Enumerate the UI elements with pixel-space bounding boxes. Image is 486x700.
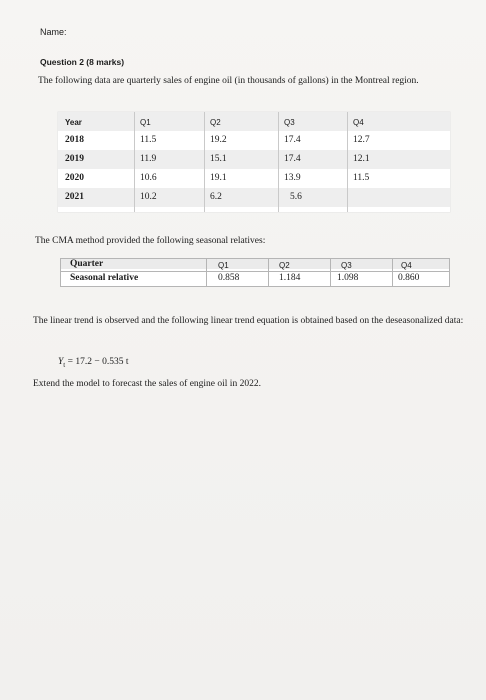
column-divider	[449, 258, 450, 287]
quarter-header: Quarter	[70, 259, 104, 269]
q2-cell: 6.2	[210, 192, 222, 202]
header-q4: Q4	[401, 261, 412, 270]
header-q1: Q1	[140, 118, 151, 127]
table-row	[58, 188, 450, 207]
seasonal-relative-q2: 1.184	[279, 273, 301, 283]
seasonal-relative-q3: 1.098	[337, 273, 359, 283]
equation-rhs: = 17.2 − 0.535 t	[65, 357, 129, 367]
q3-cell: 5.6	[290, 192, 302, 202]
q3-cell: 17.4	[284, 135, 301, 145]
year-cell: 2020	[65, 173, 84, 183]
header-year: Year	[65, 118, 82, 127]
seasonal-relative-label: Seasonal relative	[70, 273, 139, 283]
name-label: Name:	[40, 27, 67, 37]
q3-cell: 13.9	[284, 173, 301, 183]
trend-text: The linear trend is observed and the following linear trend equation is obtained based on the deseasonalized data:	[33, 316, 464, 326]
column-divider	[268, 258, 269, 287]
year-cell: 2019	[65, 154, 84, 164]
seasonal-relative-q1: 0.858	[218, 273, 240, 283]
q1-cell: 11.9	[140, 154, 157, 164]
equation-lhs: Y	[58, 357, 64, 367]
year-cell: 2018	[65, 135, 84, 145]
sales-table-header	[58, 112, 450, 131]
column-divider	[347, 112, 348, 212]
trend-equation	[58, 357, 128, 369]
table-row	[58, 131, 450, 150]
sales-table	[58, 112, 450, 212]
header-q2: Q2	[279, 261, 290, 270]
header-q3: Q3	[284, 118, 295, 127]
header-q1: Q1	[218, 261, 229, 270]
q2-cell: 19.1	[210, 173, 227, 183]
q2-cell: 15.1	[210, 154, 227, 164]
column-divider	[392, 258, 393, 287]
question-intro: The following data are quarterly sales of engine oil (in thousands of gallons) in the Montreal region.	[38, 76, 419, 86]
column-divider	[206, 258, 207, 287]
column-divider	[204, 112, 205, 212]
column-divider	[330, 258, 331, 287]
q1-cell: 11.5	[140, 135, 157, 145]
cma-text: The CMA method provided the following seasonal relatives:	[35, 236, 266, 246]
q4-cell: 12.7	[353, 135, 370, 145]
q2-cell: 19.2	[210, 135, 227, 145]
table-row	[58, 169, 450, 188]
q1-cell: 10.2	[140, 192, 157, 202]
header-q2: Q2	[210, 118, 221, 127]
header-q3: Q3	[341, 261, 352, 270]
year-cell: 2021	[65, 192, 84, 202]
q1-cell: 10.6	[140, 173, 157, 183]
header-q4: Q4	[353, 118, 364, 127]
seasonal-relative-q4: 0.860	[398, 273, 420, 283]
table-row	[58, 150, 450, 169]
q3-cell: 17.4	[284, 154, 301, 164]
q4-cell: 12.1	[353, 154, 370, 164]
column-divider	[134, 112, 135, 212]
forecast-task: Extend the model to forecast the sales of engine oil in 2022.	[33, 379, 261, 389]
column-divider	[278, 112, 279, 212]
equation-subscript: t	[63, 360, 66, 369]
question-title: Question 2 (8 marks)	[40, 57, 125, 67]
q4-cell: 11.5	[353, 173, 370, 183]
column-divider	[60, 258, 61, 287]
seasonal-relatives-table	[60, 258, 450, 287]
